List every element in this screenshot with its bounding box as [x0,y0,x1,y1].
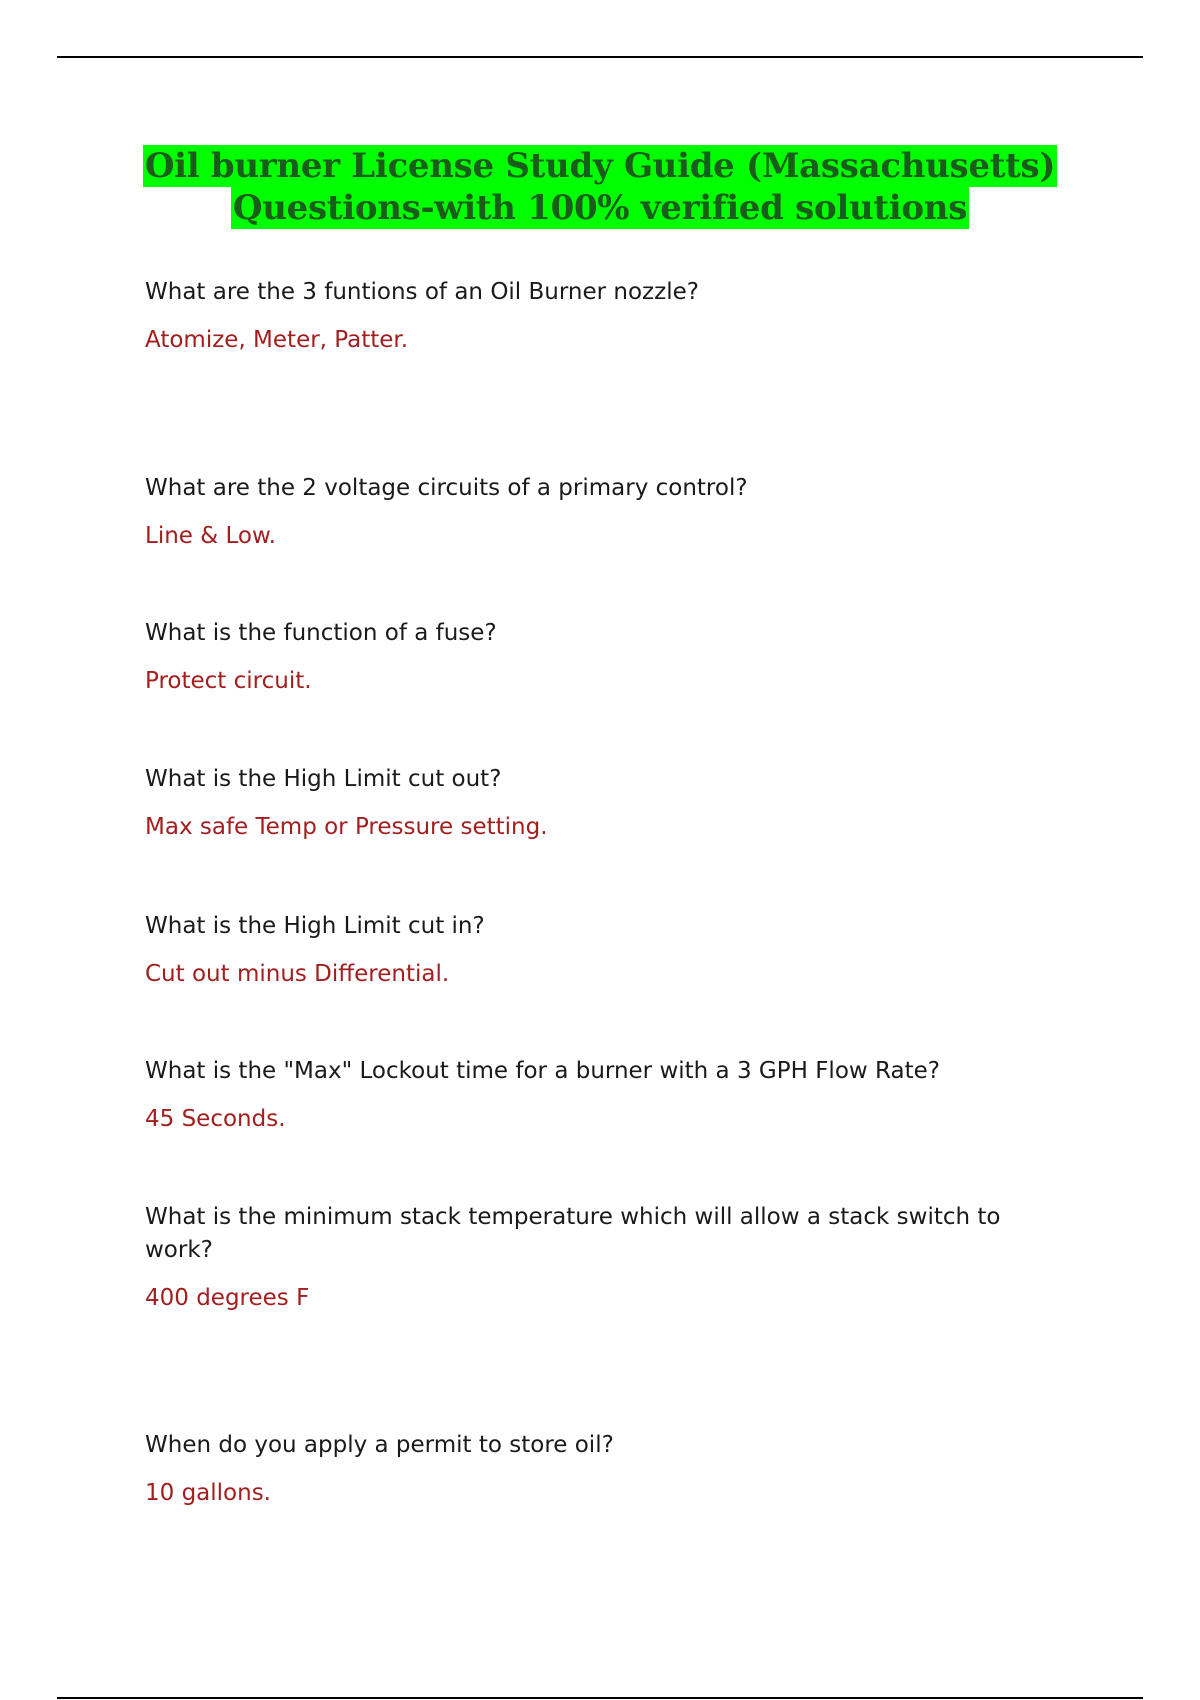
qa-item-2 [145,472,1065,553]
question-text: What are the 2 voltage circuits of a primary control? [145,475,748,501]
question-text: What is the "Max" Lockout time for a burner with a 3 GPH Flow Rate? [145,1058,940,1084]
answer-text: Protect circuit. [145,668,312,694]
answer-text: Line & Low. [145,523,276,549]
title-line-1: Oil burner License Study Guide (Massachusetts) [144,146,1056,186]
question-text: What are the 3 funtions of an Oil Burner nozzle? [145,279,699,305]
qa-item-8 [145,1429,1065,1510]
question-text: What is the minimum stack temperature which will allow a stack switch to work? [145,1204,1001,1263]
bottom-rule [57,1697,1143,1699]
answer-text: Max safe Temp or Pressure setting. [145,814,548,840]
qa-item-7 [145,1201,1065,1315]
qa-item-6 [145,1055,1065,1136]
answer-text: 10 gallons. [145,1480,271,1506]
top-rule [57,56,1143,58]
answer-text: 400 degrees F [145,1285,310,1311]
answer-text: 45 Seconds. [145,1106,286,1132]
question-text: What is the High Limit cut in? [145,913,485,939]
qa-item-4 [145,763,1065,844]
answer-text: Cut out minus Differential. [145,961,450,987]
title-line-2: Questions-with 100% verified solutions [232,188,968,228]
document-title [0,145,1200,229]
question-text: When do you apply a permit to store oil? [145,1432,614,1458]
qa-item-5 [145,910,1065,991]
question-text: What is the function of a fuse? [145,620,497,646]
answer-text: Atomize, Meter, Patter. [145,327,409,353]
qa-item-3 [145,617,1065,698]
qa-item-1 [145,276,1065,357]
question-text: What is the High Limit cut out? [145,766,502,792]
